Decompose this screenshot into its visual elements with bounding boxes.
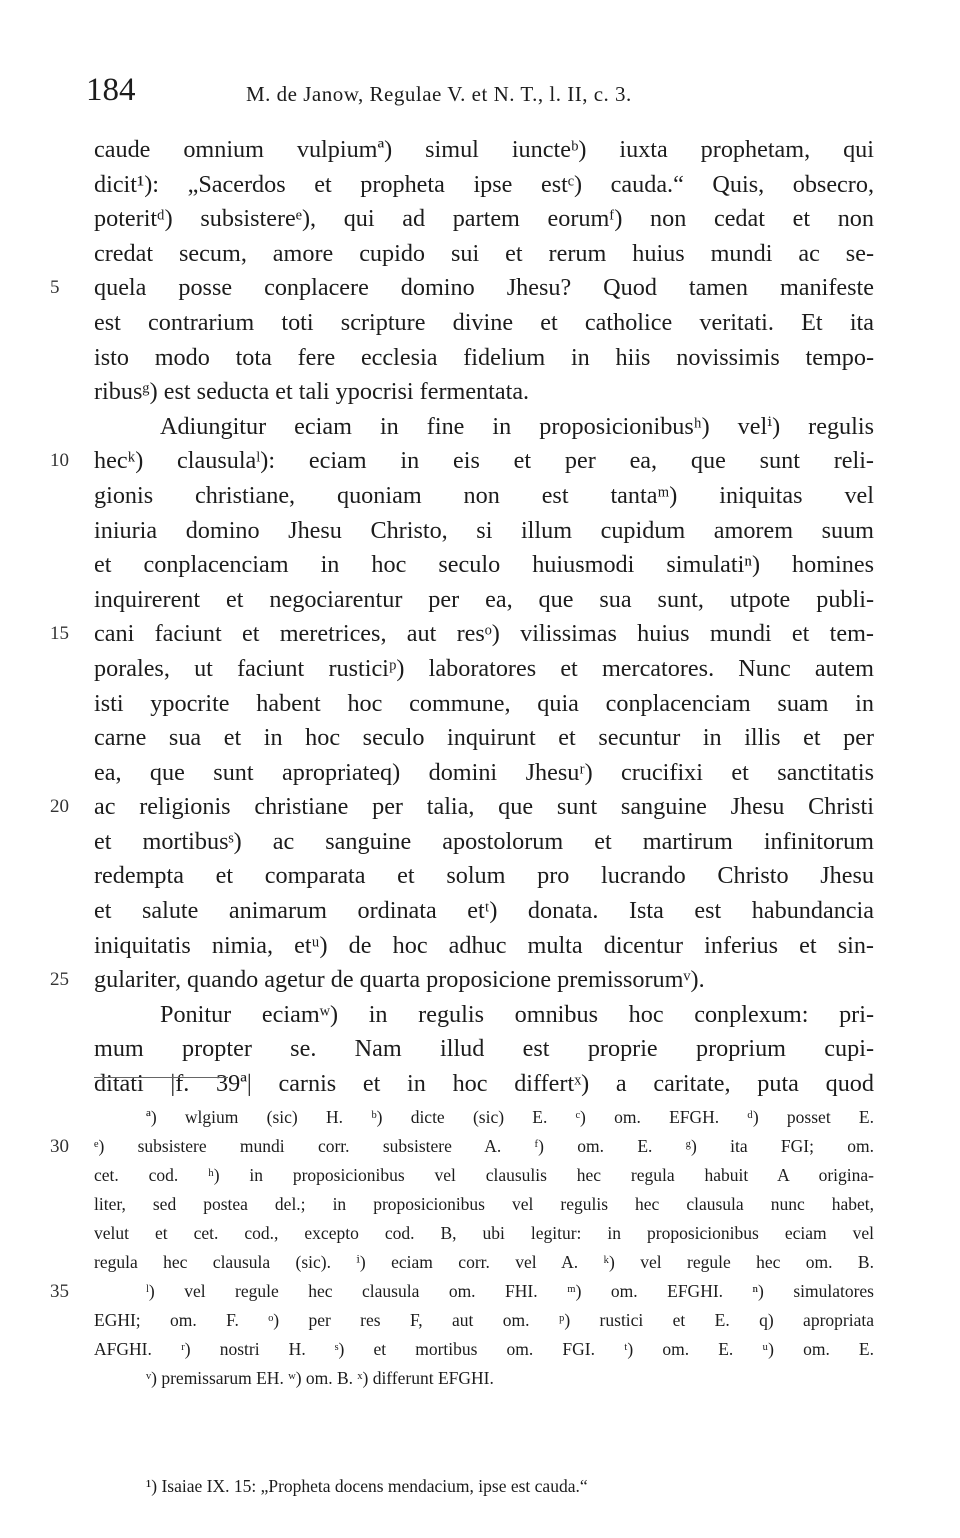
apparatus-text: ª) wlgium (sic) H. ᵇ) dicte (sic) E. ᶜ) om. EFGH. ᵈ) posset E. xyxy=(146,1107,874,1127)
apparatus-text: ˡ) vel regule hec clausula om. FHI. ᵐ) om. EFGHI. ⁿ) simulatores xyxy=(146,1281,874,1301)
line-number: 15 xyxy=(50,623,69,645)
text-line xyxy=(94,548,874,583)
line-text: caude omnium vulpiumª) simul iuncteᵇ) iuxta prophetam, qui xyxy=(94,136,874,163)
text-line xyxy=(94,894,874,929)
text-line xyxy=(94,721,874,756)
line-number: 5 xyxy=(50,277,60,299)
apparatus-text: cet. cod. ʰ) in proposicionibus vel clausulis hec regula habuit A origina- xyxy=(94,1165,874,1185)
text-line xyxy=(94,825,874,860)
source-footnote xyxy=(94,1472,874,1501)
apparatus-text: velut et cet. cod., excepto cod. B, ubi legitur: in proposicionibus eciam vel xyxy=(94,1223,874,1243)
apparatus-line xyxy=(94,1364,874,1393)
text-line xyxy=(94,1032,874,1067)
apparatus-line xyxy=(94,1103,874,1132)
line-text: credat secum, amore cupido sui et rerum huius mundi ac se- xyxy=(94,239,874,267)
line-text: isto modo tota fere ecclesia fidelium in hiis novissimis tempo- xyxy=(94,343,874,371)
apparatus-line xyxy=(94,1248,874,1277)
text-line xyxy=(94,687,874,722)
apparatus-line xyxy=(94,1306,874,1335)
apparatus-line xyxy=(50,1277,874,1306)
line-text: gionis christiane, quoniam non est tantaᵐ) iniquitas vel xyxy=(94,481,874,509)
line-text: quela posse conplacere domino Jhesu? Quod tamen manifeste xyxy=(94,274,874,302)
line-text: Ponitur eciamʷ) in regulis omnibus hoc conplexum: pri- xyxy=(160,1000,874,1028)
text-line xyxy=(94,375,874,410)
text-line xyxy=(94,168,874,203)
running-head: M. de Janow, Regulae V. et N. T., l. II, c. 3. xyxy=(246,82,632,106)
text-line xyxy=(50,963,874,998)
apparatus-line xyxy=(94,1190,874,1219)
critical-apparatus xyxy=(50,1103,874,1393)
text-line xyxy=(94,202,874,237)
apparatus-line xyxy=(94,1335,874,1364)
line-text: iniquitatis nimia, etᵘ) de hoc adhuc multa dicentur inferius et sin- xyxy=(94,931,874,959)
line-text: et conplacenciam in hoc seculo huiusmodi simulatiⁿ) homines xyxy=(94,551,874,579)
text-line xyxy=(94,998,874,1033)
line-text: ac religionis christiane per talia, que sunt sanguine Jhesu Christi xyxy=(94,793,874,821)
apparatus-text: AFGHI. ʳ) nostri H. ˢ) et mortibus om. FGI. ᵗ) om. E. ᵘ) om. E. xyxy=(94,1339,874,1359)
line-text: inquirerent et negociarentur per ea, que sua sunt, utpote publi- xyxy=(94,585,874,613)
apparatus-text: liter, sed postea del.; in proposicionibus vel regulis hec clausula nunc habet, xyxy=(94,1194,874,1214)
text-line xyxy=(94,341,874,376)
text-line xyxy=(94,859,874,894)
apparatus-text: ᵉ) subsistere mundi corr. subsistere A. ᶠ) om. E. ᵍ) ita FGI; om. xyxy=(94,1136,874,1156)
line-number: 25 xyxy=(50,969,69,991)
text-line xyxy=(50,790,874,825)
text-line xyxy=(94,237,874,272)
line-number: 30 xyxy=(50,1136,69,1157)
text-line xyxy=(94,756,874,791)
line-text: ditati |f. 39ª| carnis et in hoc differtˣ) a caritate, puta quod xyxy=(94,1070,874,1098)
text-line xyxy=(94,929,874,964)
apparatus-text: regula hec clausula (sic). ⁱ) eciam corr. vel A. ᵏ) vel regule hec om. B. xyxy=(94,1252,874,1272)
line-text: ribusᵍ) est seducta et tali ypocrisi fermentata. xyxy=(94,378,530,406)
line-text: hecᵏ) clausulaˡ): eciam in eis et per ea, que sunt reli- xyxy=(94,447,874,475)
text-line xyxy=(94,514,874,549)
line-text: isti ypocrite habent hoc commune, quia conplacenciam suam in xyxy=(94,689,874,717)
text-line xyxy=(94,410,874,445)
text-line xyxy=(94,479,874,514)
text-line xyxy=(94,306,874,341)
line-text: iniuria domino Jhesu Christo, si illum cupidum amorem suum xyxy=(94,516,874,544)
line-text: est contrarium toti scripture divine et catholice veritati. Et ita xyxy=(94,308,874,336)
apparatus-line xyxy=(50,1132,874,1161)
line-number: 10 xyxy=(50,450,69,472)
footnote-divider xyxy=(94,1077,228,1078)
main-text xyxy=(50,133,874,1102)
line-text: poteritᵈ) subsistereᵉ), qui ad partem eorumᶠ) non cedat et non xyxy=(94,205,874,233)
apparatus-line xyxy=(94,1219,874,1248)
line-number: 20 xyxy=(50,796,69,818)
line-text: redempta et comparata et solum pro lucrando Christo Jhesu xyxy=(94,862,874,890)
line-text: ea, que sunt apropriateq) domini Jhesuʳ) crucifixi et sanctitatis xyxy=(94,758,874,786)
text-line xyxy=(50,444,874,479)
line-text: gulariter, quando agetur de quarta proposicione premissorumᵛ). xyxy=(94,966,705,994)
line-text: porales, ut faciunt rusticiᵖ) laboratores et mercatores. Nunc autem xyxy=(94,654,874,682)
line-text: cani faciunt et meretrices, aut resᵒ) vilissimas huius mundi et tem- xyxy=(94,620,874,648)
apparatus-text: ᵛ) premissarum EH. ʷ) om. B. ˣ) differunt EFGHI. xyxy=(146,1368,494,1388)
line-number: 35 xyxy=(50,1281,69,1302)
line-text: Adiungitur eciam in fine in proposicionibusʰ) velⁱ) regulis xyxy=(160,412,874,440)
apparatus-line xyxy=(94,1161,874,1190)
footnote-line: ¹) Isaiae IX. 15: „Propheta docens mendacium, ipse est cauda.“ xyxy=(146,1476,588,1496)
line-text: dicit¹): „Sacerdos et propheta ipse estᶜ) cauda.“ Quis, obsecro, xyxy=(94,170,874,198)
line-text: mum propter se. Nam illud est proprie proprium cupi- xyxy=(94,1035,874,1063)
text-line xyxy=(94,583,874,618)
text-line xyxy=(94,652,874,687)
text-line xyxy=(94,133,874,168)
page-number: 184 xyxy=(86,72,136,108)
text-line xyxy=(94,1067,874,1102)
apparatus-text: EGHI; om. F. ᵒ) per res F, aut om. ᵖ) rustici et E. q) apropriata xyxy=(94,1310,874,1330)
text-line xyxy=(50,271,874,306)
page-header xyxy=(86,72,886,112)
line-text: et mortibusˢ) ac sanguine apostolorum et martirum infinitorum xyxy=(94,827,874,855)
line-text: et salute animarum ordinata etᵗ) donata. Ista est habundancia xyxy=(94,897,874,925)
text-line xyxy=(50,617,874,652)
line-text: carne sua et in hoc seculo inquirunt et secuntur in illis et per xyxy=(94,724,874,752)
